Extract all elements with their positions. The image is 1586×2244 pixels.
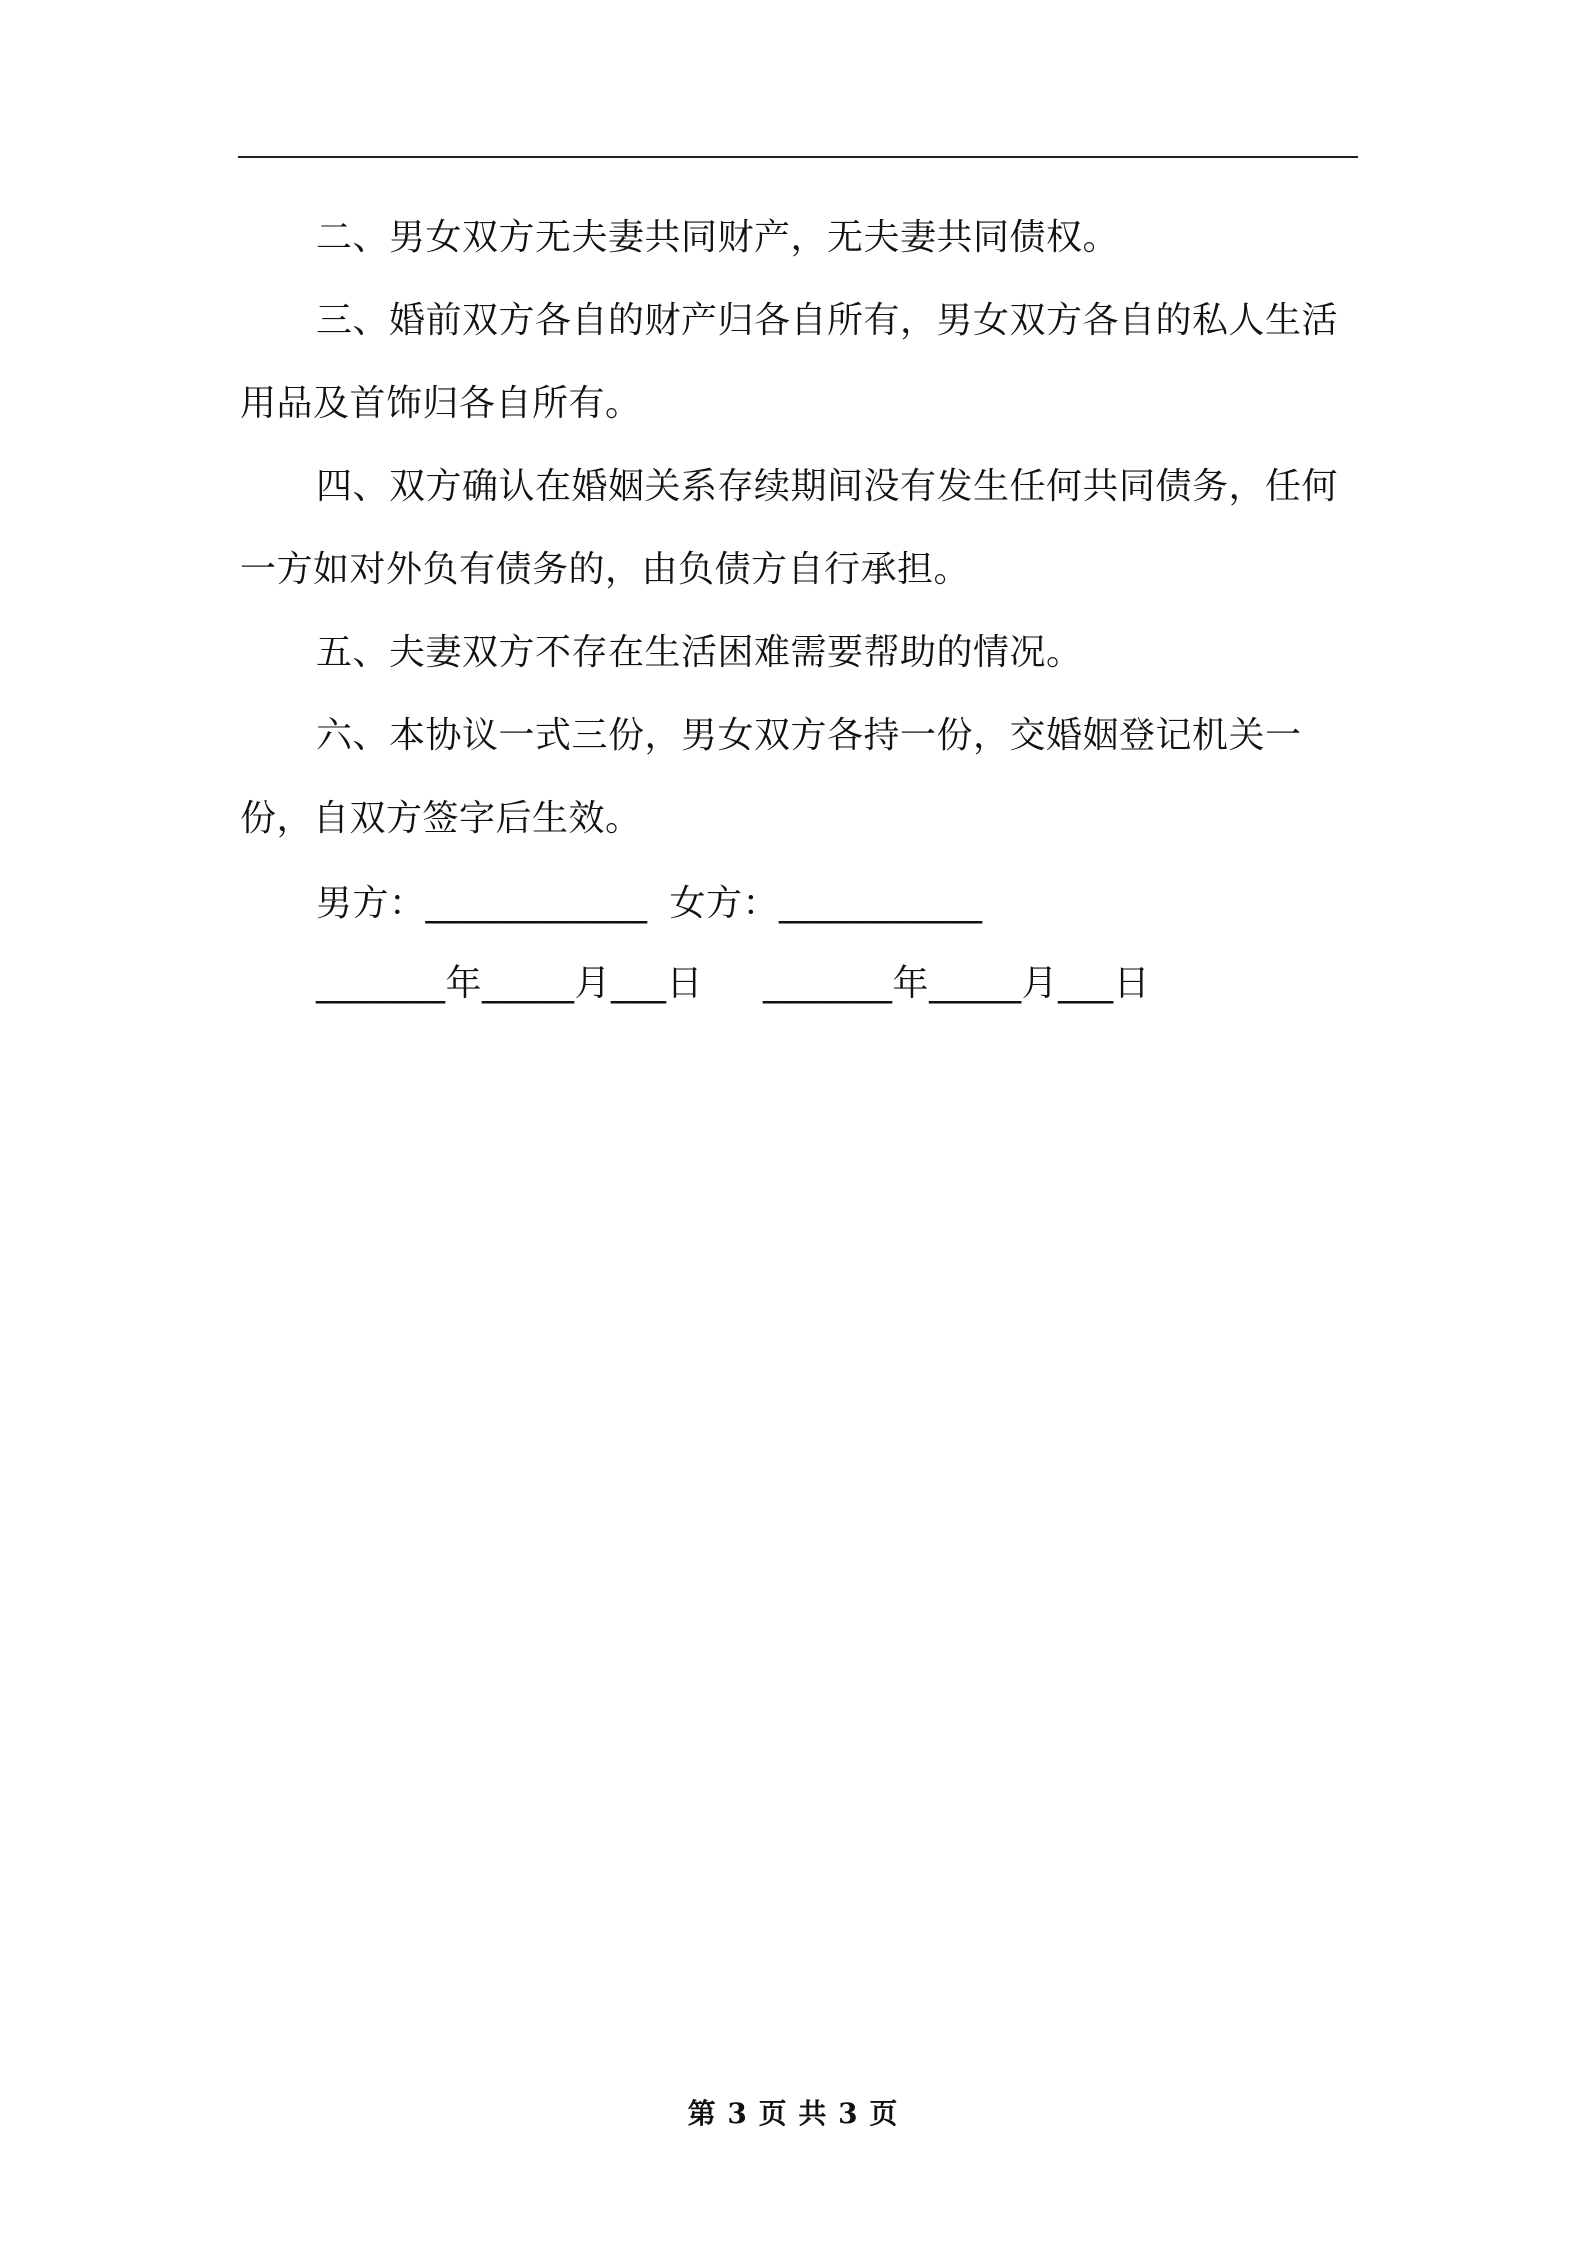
clause-4: 四、双方确认在婚姻关系存续期间没有发生任何共同债务，任何一方如对外负有债务的，由负债方自行承担。 — [240, 466, 1339, 590]
right-month-blank: _____ — [929, 963, 1022, 1004]
signature-line — [316, 874, 983, 934]
clause-6: 六、本协议一式三份，男女双方各持一份，交婚姻登记机关一份，自双方签字后生效。 — [240, 715, 1302, 839]
clause-3: 三、婚前双方各自的财产归各自所有，男女双方各自的私人生活用品及首饰归各自所有。 — [240, 300, 1339, 424]
female-label: 女方： — [669, 883, 780, 924]
right-year-label: 年 — [892, 963, 930, 1004]
page-number-footer: 第 3 页 共 3 页 — [687, 2097, 899, 2130]
right-day-label: 日 — [1113, 963, 1151, 1004]
male-label: 男方： — [316, 883, 426, 924]
left-day-blank: ___ — [611, 963, 667, 1004]
left-year-label: 年 — [445, 963, 483, 1004]
right-year-blank: _______ — [763, 963, 893, 1004]
left-month-label: 月 — [574, 963, 612, 1004]
left-month-blank: _____ — [482, 963, 575, 1004]
male-signature-blank: ____________ — [425, 883, 648, 924]
clause-5: 五、夫妻双方不存在生活困难需要帮助的情况。 — [316, 632, 1083, 673]
clause-2: 二、男女双方无夫妻共同财产，无夫妻共同债权。 — [316, 217, 1120, 258]
left-day-label: 日 — [666, 963, 704, 1004]
document-body — [240, 196, 1358, 860]
female-signature-blank: ___________ — [779, 883, 983, 924]
header-rule — [238, 156, 1358, 158]
right-month-label: 月 — [1021, 963, 1059, 1004]
left-year-blank: _______ — [316, 963, 446, 1004]
right-day-blank: ___ — [1058, 963, 1114, 1004]
date-line — [316, 954, 1150, 1014]
